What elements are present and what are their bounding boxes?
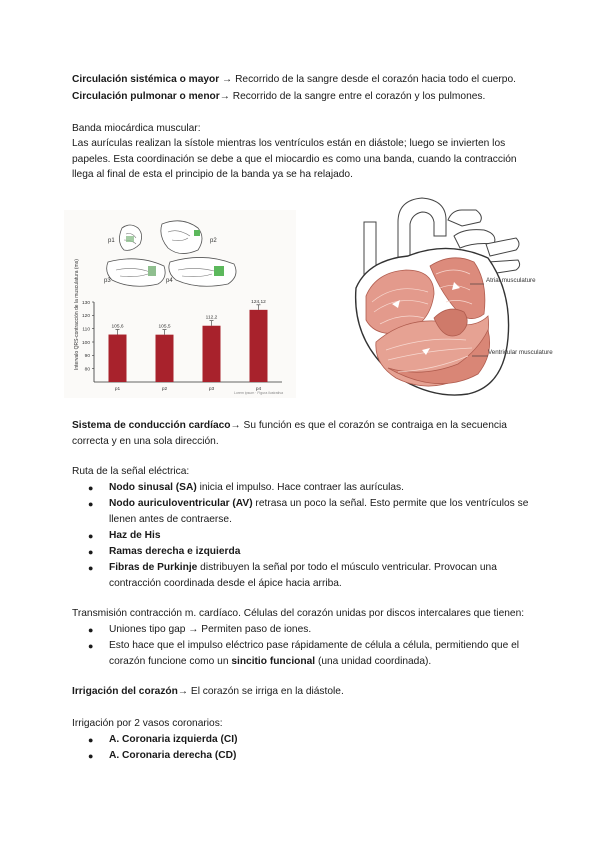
data-label-p3: 112,2 bbox=[205, 315, 218, 321]
error-bar-p4 bbox=[257, 305, 261, 310]
bar-p3 bbox=[203, 326, 221, 382]
y-axis-ticks bbox=[82, 300, 94, 373]
paragraph-systemic-circulation: Circulación sistémica o mayor → Recorrido de la sangre desde el corazón hacia todo el cuerpo. bbox=[72, 74, 516, 85]
svg-text:p4: p4 bbox=[166, 278, 173, 284]
figure-qrs-chart bbox=[64, 210, 296, 398]
y-tick-label: 110 bbox=[82, 327, 90, 333]
coronary-item-left: A. Coronaria izquierda (CI) bbox=[109, 734, 238, 745]
paragraph-pulmonary-circulation: Circulación pulmonar o menor→ Recorrido de la sangre entre el corazón y los pulmones. bbox=[72, 91, 486, 102]
error-bar-p2 bbox=[163, 330, 167, 335]
paragraph-transmission: Transmisión contracción m. cardíaco. Células del corazón unidas por discos intercalares que tienen: bbox=[72, 608, 525, 619]
bullet-icon: ● bbox=[88, 735, 94, 745]
heart-sketch-p4 bbox=[166, 257, 236, 286]
x-tick-label-p4: p4 bbox=[255, 387, 262, 392]
bar-series bbox=[109, 299, 268, 382]
error-bar-p1 bbox=[116, 330, 120, 335]
x-tick-label-p1: p1 bbox=[114, 387, 121, 392]
figure-caption: Lorem ipsum · Figura ilustrativa bbox=[234, 391, 284, 395]
coronary-item-right: A. Coronaria derecha (CD) bbox=[109, 750, 237, 761]
y-tick-label: 100 bbox=[81, 340, 90, 346]
bar-p2 bbox=[156, 335, 174, 382]
y-tick-label: 130 bbox=[81, 300, 90, 306]
figure-heart-musculature bbox=[336, 192, 553, 398]
data-label-p1: 105,6 bbox=[111, 324, 124, 330]
heading-myocardial-band: Banda miocárdica muscular: bbox=[72, 123, 201, 134]
y-tick-label: 90 bbox=[84, 354, 90, 360]
transmission-item-gap: Uniones tipo gap → Permiten paso de iones. bbox=[109, 624, 312, 635]
paragraph-irrigation: Irrigación del corazón→ El corazón se irriga en la diástole. bbox=[72, 686, 344, 697]
y-tick-label: 120 bbox=[81, 314, 90, 320]
y-tick-label: 80 bbox=[84, 367, 90, 373]
y-axis-label: Intervalo QRS-contracción de la musculatura (ms) bbox=[74, 259, 80, 370]
heading-electric-route: Ruta de la señal eléctrica: bbox=[72, 466, 190, 477]
bullet-icon: ● bbox=[88, 625, 94, 635]
heart-sketch-p1 bbox=[108, 225, 142, 250]
route-item-sa: Nodo sinusal (SA) inicia el impulso. Hace contraer las aurículas. bbox=[109, 482, 404, 493]
bullet-icon: ● bbox=[88, 499, 94, 509]
x-tick-label-p2: p2 bbox=[161, 387, 168, 392]
route-item-purkinje: Fibras de Purkinje distribuyen la señal por todo el músculo ventricular. Provocan una contracción coordinada desde el ápice hacia arriba. bbox=[109, 562, 497, 589]
svg-text:p3: p3 bbox=[104, 278, 111, 284]
heart-sketch-p3 bbox=[104, 259, 165, 286]
data-label-p2: 105,5 bbox=[158, 324, 171, 330]
label-ventricular: Ventricular musculature bbox=[488, 349, 553, 356]
bullet-icon: ● bbox=[88, 547, 94, 557]
route-item-av: Nodo auriculoventricular (AV) retrasa un poco la señal. Esto permite que los ventrículos se llenen antes de contraerse. bbox=[109, 498, 529, 525]
route-item-his: Haz de His bbox=[109, 530, 161, 541]
svg-text:p1: p1 bbox=[108, 238, 115, 244]
bullet-icon: ● bbox=[88, 751, 94, 761]
paragraph-myocardial-band: Las aurículas realizan la sístole mientras los ventrículos están en diástole; luego se invierten los papeles. Esta coordinación se debe a que el miocardio es como una banda, cuando la contracción llega al final de esta el principio de la banda ya se ha relajado. bbox=[72, 138, 517, 181]
bullet-icon: ● bbox=[88, 563, 94, 573]
route-item-branches: Ramas derecha e izquierda bbox=[109, 546, 241, 557]
bar-p1 bbox=[109, 335, 127, 382]
data-label-p4: 124,12 bbox=[251, 299, 266, 305]
x-tick-label-p3: p3 bbox=[208, 387, 215, 392]
figure-qrs-svg bbox=[64, 210, 296, 398]
bar-p4 bbox=[250, 310, 268, 382]
bullet-icon: ● bbox=[88, 483, 94, 493]
paragraph-conduction-system: Sistema de conducción cardíaco→ Su función es que el corazón se contraiga en la secuencia correcta y en una sola dirección. bbox=[72, 420, 507, 447]
heart-illustration-svg bbox=[336, 192, 553, 398]
heading-coronary-vessels: Irrigación por 2 vasos coronarios: bbox=[72, 718, 223, 729]
label-atrial: Atrial musculature bbox=[486, 277, 536, 284]
bullet-icon: ● bbox=[88, 531, 94, 541]
heart-sketch-p2 bbox=[161, 221, 217, 254]
bullet-icon: ● bbox=[88, 641, 94, 651]
svg-text:p2: p2 bbox=[210, 238, 217, 244]
error-bar-p3 bbox=[210, 321, 214, 326]
transmission-item-syncytium: Esto hace que el impulso eléctrico pase rápidamente de célula a célula, permitiendo que el corazón funcione como un sincitio funcional (una unidad coordinada). bbox=[109, 640, 520, 667]
